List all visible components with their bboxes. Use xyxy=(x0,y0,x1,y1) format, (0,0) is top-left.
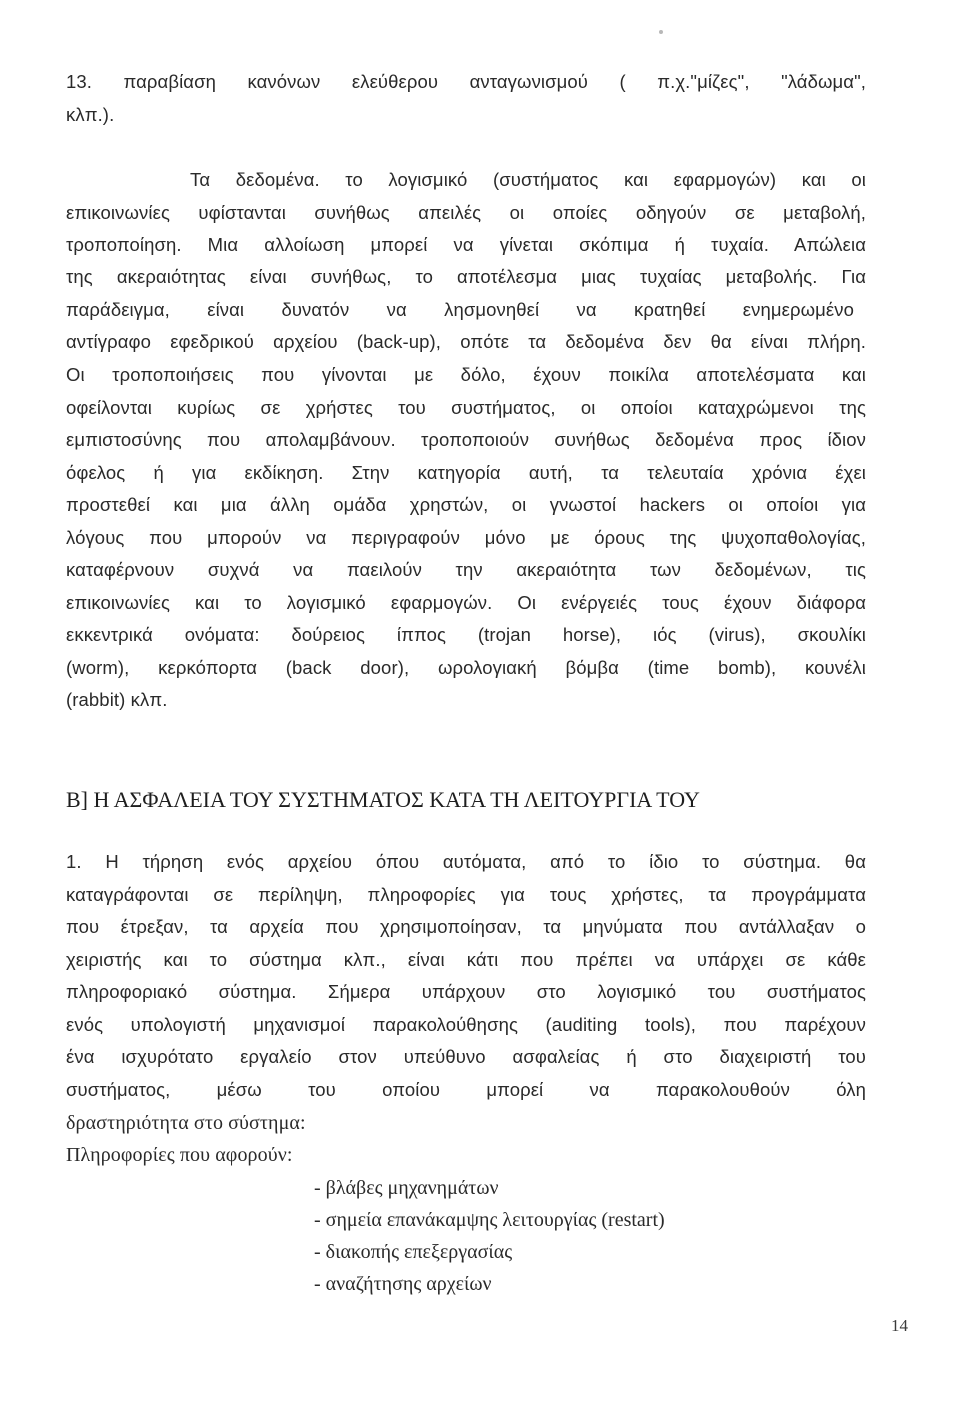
paragraph-line: δραστηριότητα στο σύστημα: xyxy=(66,1112,306,1134)
paragraph-line: συστήματος, μέσω του οποίου μπορεί να παρακολουθούν όλη xyxy=(66,1079,866,1100)
list-item: - σημεία επανάκαμψης λειτουργίας (restart) xyxy=(314,1209,665,1231)
paragraph-line: Οι τροποποιήσεις που γίνονται με δόλο, έχουν ποικίλα αποτελέσματα και xyxy=(66,364,866,385)
paragraph-line: ένα ισχυρότατο εργαλείο στον υπεύθυνο ασφαλείας ή στο διαχειριστή του xyxy=(66,1046,866,1067)
paragraph-line: χειριστής και το σύστημα κλπ., είναι κάτι που πρέπει να υπάρχει σε κάθε xyxy=(66,949,866,970)
paragraph-line: παράδειγμα, είναι δυνατόν να λησμονηθεί να κρατηθεί ενημερωμένο xyxy=(66,299,854,320)
list-item: - βλάβες μηχανημάτων xyxy=(314,1177,499,1199)
section-heading: B] Η ΑΣΦΑΛΕΙΑ ΤΟΥ ΣΥΣΤΗΜΑΤΟΣ ΚΑΤΑ ΤΗ ΛΕΙΤΟΥΡΓΙΑ ΤΟΥ xyxy=(66,787,700,812)
paragraph-line: αντίγραφο εφεδρικού αρχείου (back-up), οπότε τα δεδομένα δεν θα είναι πλήρη. xyxy=(66,331,866,352)
paragraph-line: Πληροφορίες που αφορούν: xyxy=(66,1144,293,1166)
paragraph-line: προστεθεί και μια άλλη ομάδα χρηστών, οι γνωστοί hackers οι οποίοι για xyxy=(66,494,866,515)
paragraph-line: εκκεντρικά ονόματα: δούρειος ίππος (trojan horse), ιός (virus), σκουλίκι xyxy=(66,624,866,645)
scan-speck xyxy=(659,30,663,34)
list-item: - αναζήτησης αρχείων xyxy=(314,1273,492,1295)
paragraph-line: τροποποίηση. Μια αλλοίωση μπορεί να γίνεται σκόπιμα ή τυχαία. Απώλεια xyxy=(66,234,866,255)
paragraph-line: λόγους που μπορούν να περιγραφούν μόνο με όρους της ψυχοπαθολογίας, xyxy=(66,527,866,548)
paragraph-line: που έτρεξαν, τα αρχεία που χρησιμοποίησαν, τα μηνύματα που αντάλλαξαν ο xyxy=(66,916,866,937)
paragraph-line: 1. Η τήρηση ενός αρχείου όπου αυτόματα, από το ίδιο το σύστημα. θα xyxy=(66,851,866,872)
paragraph-line: (worm), κερκόπορτα (back door), ωρολογιακή βόμβα (time bomb), κουνέλι xyxy=(66,657,866,678)
page-number: 14 xyxy=(891,1316,908,1335)
paragraph-line: Τα δεδομένα. το λογισμικό (συστήματος και εφαρμογών) και οι xyxy=(190,169,866,190)
paragraph-line: επικοινωνίες υφίστανται συνήθως απειλές οι οποίες οδηγούν σε μεταβολή, xyxy=(66,202,866,223)
item-13-line: 13. παραβίαση κανόνων ελεύθερου ανταγωνισμού ( π.χ."μίζες", "λάδωμα", xyxy=(66,71,866,92)
list-item: - διακοπής επεξεργασίας xyxy=(314,1241,513,1263)
paragraph-line: ενός υπολογιστή μηχανισμοί παρακολούθησης (auditing tools), που παρέχουν xyxy=(66,1014,866,1035)
paragraph-line: επικοινωνίες και το λογισμικό εφαρμογών. Οι ενέργειές τους έχουν διάφορα xyxy=(66,592,866,613)
paragraph-line: όφελος ή για εκδίκηση. Στην κατηγορία αυτή, τα τελευταία χρόνια έχει xyxy=(66,462,866,483)
paragraph-line: καταφέρνουν συχνά να παειλούν την ακεραιότητα των δεδομένων, τις xyxy=(66,559,866,580)
paragraph-line: (rabbit) κλπ. xyxy=(66,689,168,710)
paragraph-line: εμπιστοσύνης που απολαμβάνουν. τροποποιούν συνήθως δεδομένα προς ίδιον xyxy=(66,429,866,450)
paragraph-line: καταγράφονται σε περίληψη, πληροφορίες για τους χρήστες, τα προγράμματα xyxy=(66,884,866,905)
paragraph-line: πληροφοριακό σύστημα. Σήμερα υπάρχουν στο λογισμικό του συστήματος xyxy=(66,981,866,1002)
item-13-line: κλπ.). xyxy=(66,104,115,125)
paragraph-line: οφείλονται κυρίως σε χρήστες του συστήματος, οι οποίοι καταχρώμενοι της xyxy=(66,397,866,418)
paragraph-line: της ακεραιότητας είναι συνήθως, το αποτέλεσμα μιας τυχαίας μεταβολής. Για xyxy=(66,266,866,287)
